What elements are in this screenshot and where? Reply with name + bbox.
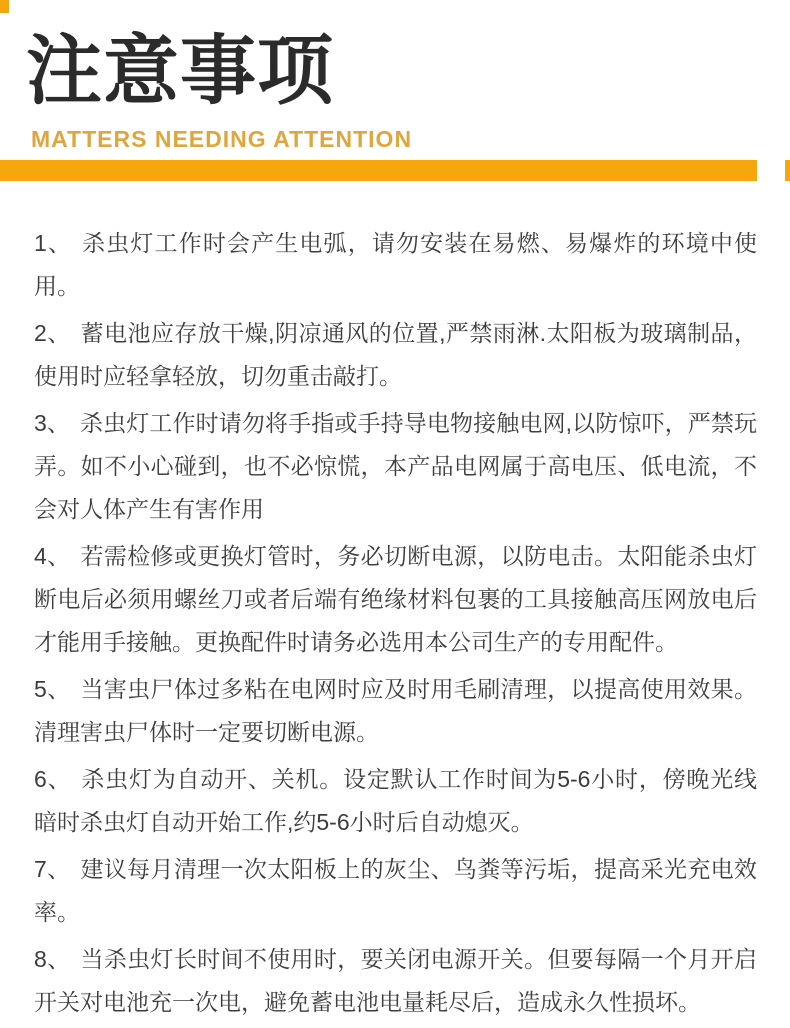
item-text: 杀虫灯工作时请勿将手指或手持导电物接触电网,以防惊吓，严禁玩弄。如不小心碰到，也不必惊慌，本产品电网属于高电压、低电流，不会对人体产生有害作用	[34, 410, 758, 522]
item-number: 4、	[34, 543, 71, 569]
item-text: 杀虫灯工作时会产生电弧，请勿安装在易燃、易爆炸的环境中使用。	[34, 230, 758, 299]
item-text: 若需检修或更换灯管时，务必切断电源，以防电击。太阳能杀虫灯断电后必须用螺丝刀或者后端有绝缘材料包裹的工具接触高压网放电后才能用手接触。更换配件时请务必选用本公司生产的专用配件。	[34, 543, 758, 655]
item-text: 当害虫尸体过多粘在电网时应及时用毛刷清理，以提高使用效果。清理害虫尸体时一定要切断电源。	[34, 676, 758, 745]
accent-bar	[0, 160, 790, 181]
notice-item	[34, 535, 757, 664]
notice-item	[34, 402, 757, 531]
page-subtitle: MATTERS NEEDING ATTENTION	[31, 126, 413, 152]
notice-item	[34, 938, 757, 1024]
item-text: 建议每月清理一次太阳板上的灰尘、鸟粪等污垢，提高采光充电效率。	[34, 856, 758, 925]
notice-item	[34, 848, 757, 934]
item-number: 8、	[34, 946, 71, 972]
notice-item	[34, 312, 757, 398]
notice-item	[34, 668, 757, 754]
item-text: 当杀虫灯长时间不使用时，要关闭电源开关。但要每隔一个月开启开关对电池充一次电，避免蓄电池电量耗尽后，造成永久性损坏。	[34, 946, 758, 1015]
item-number: 2、	[34, 320, 71, 346]
item-number: 6、	[34, 766, 72, 792]
accent-bar-fragment	[785, 160, 790, 181]
corner-accent-chip	[0, 0, 9, 13]
page-title: 注意事项	[26, 29, 334, 114]
item-text: 蓄电池应存放干燥,阴凉通风的位置,严禁雨淋.太阳板为玻璃制品，使用时应轻拿轻放，切勿重击敲打。	[34, 320, 757, 389]
notice-list	[34, 222, 757, 1028]
item-number: 5、	[34, 676, 71, 702]
item-number: 7、	[34, 856, 71, 882]
item-number: 3、	[34, 410, 71, 436]
notice-item	[34, 758, 757, 844]
notice-item	[34, 222, 757, 308]
item-number: 1、	[34, 230, 73, 256]
item-text: 杀虫灯为自动开、关机。设定默认工作时间为5-6小时，傍晚光线暗时杀虫灯自动开始工作,约5-6小时后自动熄灭。	[34, 766, 757, 835]
accent-bar-main	[0, 160, 757, 181]
